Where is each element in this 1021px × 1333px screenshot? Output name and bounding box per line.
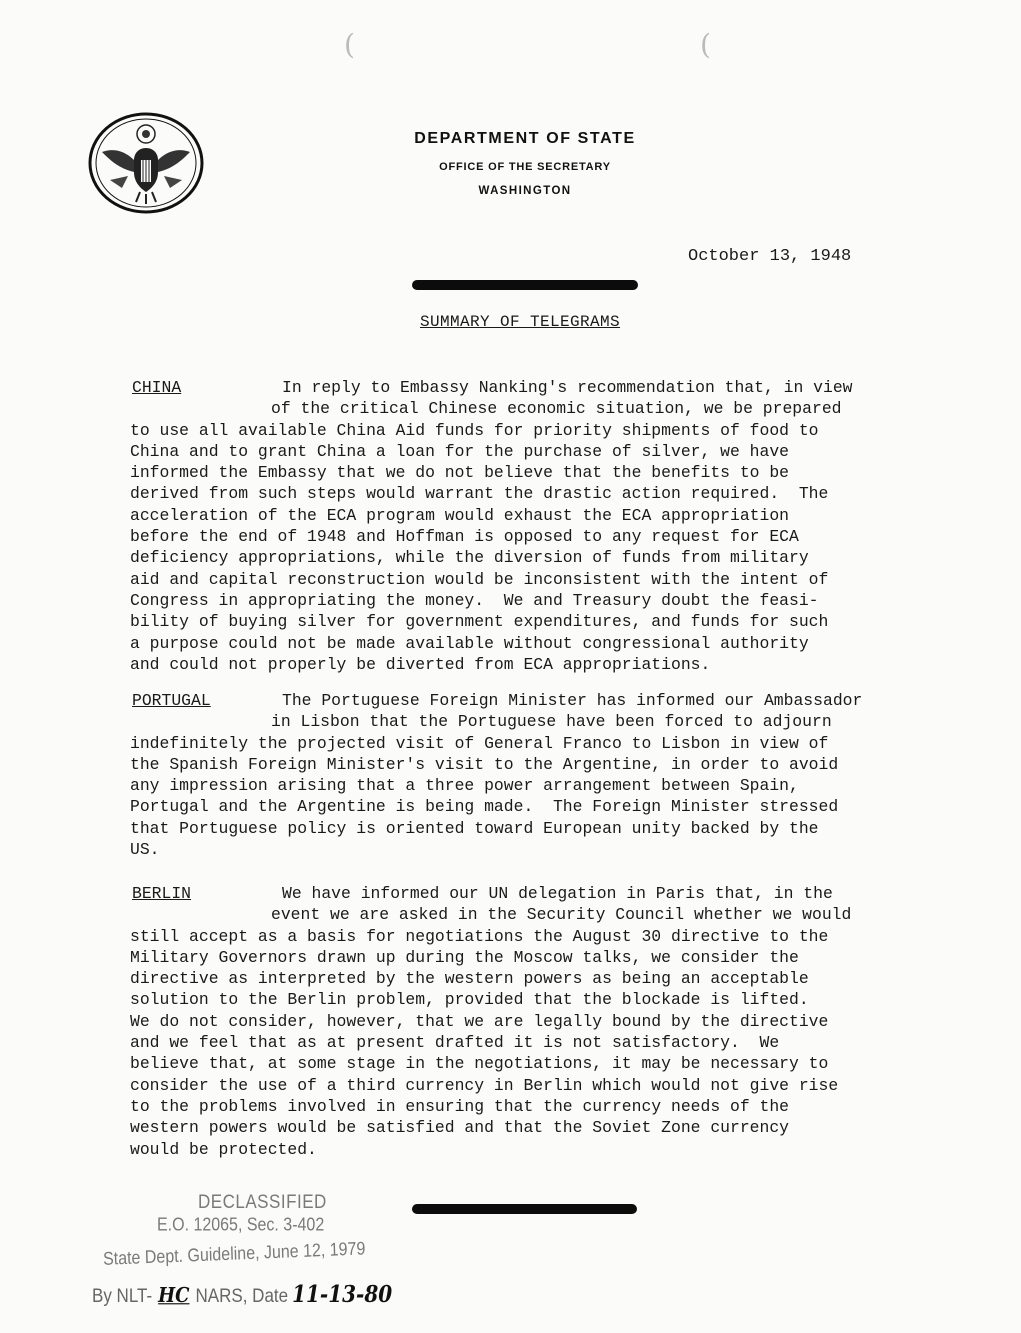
text-line: event we are asked in the Security Council whether we would xyxy=(271,905,852,925)
section-label: PORTUGAL xyxy=(132,691,211,710)
document-date: October 13, 1948 xyxy=(688,247,852,266)
text-line: believe that, at some stage in the negotiations, it may be necessary to xyxy=(130,1054,829,1074)
section-berlin xyxy=(130,883,910,1160)
margin-mark: ( xyxy=(344,28,355,61)
handwritten-initials: HC xyxy=(158,1283,190,1308)
text-line: Portugal and the Argentine is being made. The Foreign Minister stressed xyxy=(130,797,839,817)
text-line: still accept as a basis for negotiations the August 30 directive to the xyxy=(130,926,829,946)
text-line: western powers would be satisfied and that the Soviet Zone currency xyxy=(130,1118,790,1138)
text-line: In reply to Embassy Nanking's recommendation that, in view xyxy=(282,378,853,397)
guideline-line: State Dept. Guideline, June 12, 1979 xyxy=(102,1239,366,1270)
text-line: a purpose could not be made available without congressional authority xyxy=(130,633,809,653)
text-line: China and to grant China a loan for the purchase of silver, we have xyxy=(130,441,790,461)
document-title: SUMMARY OF TELEGRAMS xyxy=(420,313,621,331)
executive-order-line: E.O. 12065, Sec. 3-402 xyxy=(157,1215,325,1236)
text-line: any impression arising that a three power arrangement between Spain, xyxy=(130,776,799,796)
text-line: The Portuguese Foreign Minister has informed our Ambassador xyxy=(282,691,863,710)
redaction-bar-top xyxy=(412,280,638,290)
office-name: OFFICE OF THE SECRETARY xyxy=(439,161,611,173)
section-body xyxy=(130,377,910,675)
text-line: in Lisbon that the Portuguese have been forced to adjourn xyxy=(271,712,832,732)
text-line: would be protected. xyxy=(130,1139,317,1159)
text-line: We do not consider, however, that we are legally bound by the directive xyxy=(130,1011,829,1031)
text-line: before the end of 1948 and Hoffman is opposed to any request for ECA xyxy=(130,527,799,547)
text-line: directive as interpreted by the western powers as being an acceptable xyxy=(130,969,809,989)
text-line: acceleration of the ECA program would exhaust the ECA appropriation xyxy=(130,505,790,525)
section-label: BERLIN xyxy=(132,884,192,903)
text-line: informed the Embassy that we do not believe that the benefits to be xyxy=(130,463,790,483)
redaction-bar-bottom xyxy=(412,1204,637,1214)
section-china xyxy=(130,377,910,675)
text-line: derived from such steps would warrant the drastic action required. The xyxy=(130,484,829,504)
handwritten-date: 11-13-80 xyxy=(292,1280,393,1308)
text-line: that Portuguese policy is oriented toward European unity backed by the xyxy=(130,818,819,838)
section-body xyxy=(130,690,910,860)
text-line: to use all available China Aid funds for priority shipments of food to xyxy=(130,420,819,440)
section-label: CHINA xyxy=(132,378,182,397)
great-seal-icon xyxy=(88,112,204,214)
text-line: indefinitely the projected visit of General Franco to Lisbon in view of xyxy=(130,733,829,753)
text-line: Congress in appropriating the money. We and Treasury doubt the feasi- xyxy=(130,590,819,610)
text-line: consider the use of a third currency in Berlin which would not give rise xyxy=(130,1075,839,1095)
nars-label: NARS, Date xyxy=(195,1284,289,1307)
city-name: WASHINGTON xyxy=(478,185,572,197)
text-line: to the problems involved in ensuring that the currency needs of the xyxy=(130,1096,790,1116)
text-line: the Spanish Foreign Minister's visit to the Argentine, in order to avoid xyxy=(130,754,839,774)
text-line: and could not properly be diverted from ECA appropriations. xyxy=(130,654,711,674)
text-line: Military Governors drawn up during the Moscow talks, we consider the xyxy=(130,947,799,967)
section-portugal xyxy=(130,690,910,860)
text-line: We have informed our UN delegation in Paris that, in the xyxy=(282,884,833,903)
by-label: By NLT- xyxy=(92,1284,153,1307)
authorization-line xyxy=(92,1280,392,1308)
margin-mark: ( xyxy=(700,28,711,61)
text-line: bility of buying silver for government expenditures, and funds for such xyxy=(130,612,829,632)
text-line: aid and capital reconstruction would be inconsistent with the intent of xyxy=(130,569,829,589)
declassified-stamp: DECLASSIFIED xyxy=(198,1190,327,1213)
section-body xyxy=(130,883,910,1160)
text-line: solution to the Berlin problem, provided that the blockade is lifted. xyxy=(130,990,809,1010)
text-line: of the critical Chinese economic situation, we be prepared xyxy=(271,399,842,419)
text-line: US. xyxy=(130,840,160,860)
department-name: DEPARTMENT OF STATE xyxy=(414,130,636,147)
text-line: and we feel that as at present drafted it is not satisfactory. We xyxy=(130,1033,780,1053)
text-line: deficiency appropriations, while the diversion of funds from military xyxy=(130,548,809,568)
